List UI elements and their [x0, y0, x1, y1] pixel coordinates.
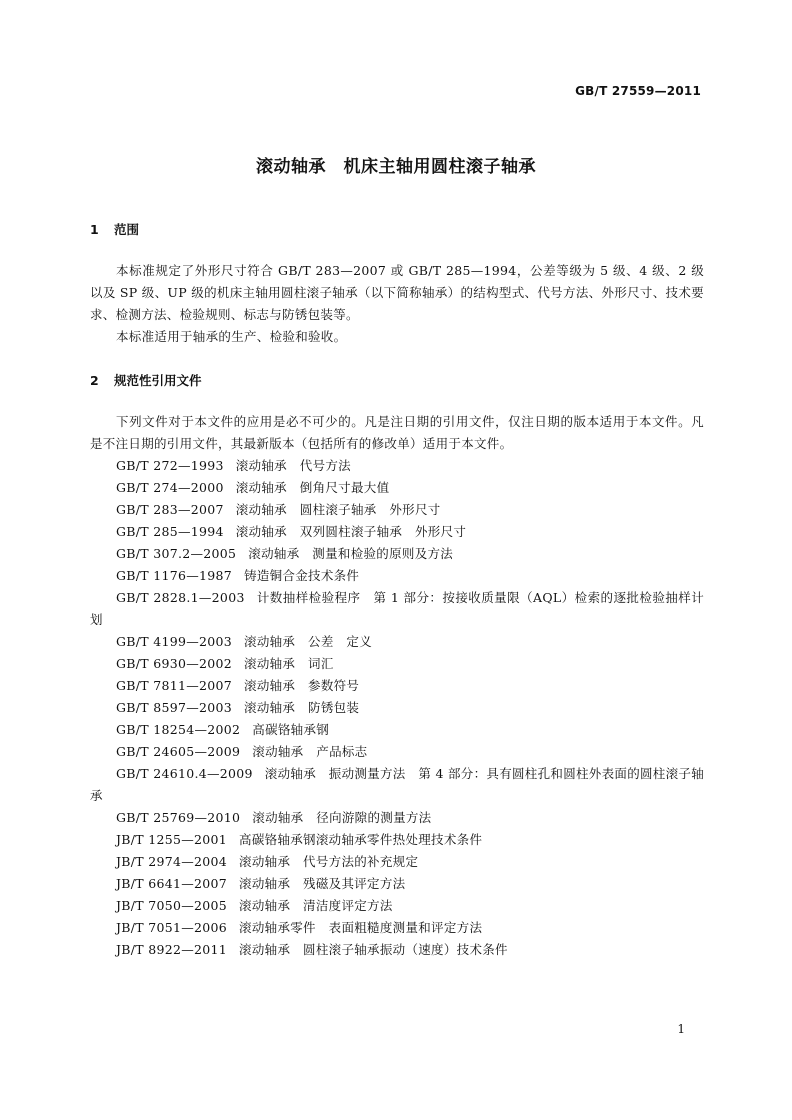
- reference-title: 高碳铬轴承钢: [252, 722, 330, 737]
- normative-references-list: [90, 455, 704, 961]
- page-number: 1: [677, 1022, 685, 1036]
- section-1-paragraph-2: 本标准适用于轴承的生产、检验和验收。: [116, 329, 347, 344]
- reference-item: [90, 587, 704, 631]
- reference-code: GB/T 285—1994: [116, 524, 224, 539]
- reference-item: [90, 543, 704, 565]
- reference-item: [90, 565, 704, 587]
- reference-code: JB/T 1255—2001: [116, 832, 228, 847]
- reference-item: [90, 807, 704, 829]
- reference-code: GB/T 272—1993: [116, 458, 224, 473]
- reference-item: [90, 851, 704, 873]
- section-title: 范围: [114, 222, 140, 237]
- reference-code: JB/T 2974—2004: [116, 854, 228, 869]
- reference-title: 滚动轴承 残磁及其评定方法: [239, 876, 406, 891]
- reference-code: GB/T 24605—2009: [116, 744, 241, 759]
- reference-title: 计数抽样检验程序 第 1 部分：按接收质量限（AQL）检索的逐批检验抽样计划: [90, 590, 705, 627]
- reference-item: [90, 477, 704, 499]
- reference-code: GB/T 307.2—2005: [116, 546, 237, 561]
- reference-title: 滚动轴承 公差 定义: [244, 634, 373, 649]
- reference-title: 滚动轴承 圆柱滚子轴承振动（速度）技术条件: [239, 942, 508, 957]
- section-2-paragraph-1: 下列文件对于本文件的应用是必不可少的。凡是注日期的引用文件，仅注日期的版本适用于本文件。凡是不注日期的引用文件，其最新版本（包括所有的修改单）适用于本文件。: [90, 414, 704, 451]
- reference-code: GB/T 1176—1987: [116, 568, 233, 583]
- reference-item: [90, 939, 704, 961]
- section-number: 1: [90, 222, 99, 237]
- reference-code: GB/T 2828.1—2003: [116, 590, 245, 605]
- reference-title: 滚动轴承 代号方法的补充规定: [239, 854, 419, 869]
- reference-code: GB/T 6930—2002: [116, 656, 233, 671]
- section-1-heading: [90, 220, 139, 238]
- reference-title: 滚动轴承 参数符号: [244, 678, 360, 693]
- reference-item: [90, 873, 704, 895]
- reference-code: JB/T 7050—2005: [116, 898, 228, 913]
- reference-code: GB/T 7811—2007: [116, 678, 233, 693]
- reference-title: 滚动轴承零件 表面粗糙度测量和评定方法: [239, 920, 483, 935]
- reference-title: 滚动轴承 双列圆柱滚子轴承 外形尺寸: [235, 524, 467, 539]
- reference-item: [90, 521, 704, 543]
- reference-title: 滚动轴承 径向游隙的测量方法: [252, 810, 432, 825]
- reference-title: 滚动轴承 倒角尺寸最大值: [235, 480, 390, 495]
- reference-title: 滚动轴承 产品标志: [252, 744, 368, 759]
- reference-title: 滚动轴承 代号方法: [235, 458, 351, 473]
- reference-item: [90, 829, 704, 851]
- reference-item: [90, 741, 704, 763]
- section-2-heading: [90, 371, 202, 389]
- reference-title: 滚动轴承 清洁度评定方法: [239, 898, 393, 913]
- reference-title: 滚动轴承 防锈包装: [244, 700, 360, 715]
- section-1-paragraph-1: 本标准规定了外形尺寸符合 GB/T 283—2007 或 GB/T 285—1994，公差等级为 5 级、4 级、2 级以及 SP 级、UP 级的机床主轴用圆柱滚子轴承（以下简称轴承）的结构型式、代号方法、外形尺寸、技术要求、检测方法、检验规则、标志与防锈包装等。: [90, 263, 704, 322]
- reference-code: GB/T 25769—2010: [116, 810, 241, 825]
- reference-title: 滚动轴承 词汇: [244, 656, 334, 671]
- reference-title: 滚动轴承 振动测量方法 第 4 部分：具有圆柱孔和圆柱外表面的圆柱滚子轴承: [90, 766, 704, 803]
- reference-code: GB/T 4199—2003: [116, 634, 233, 649]
- reference-code: GB/T 18254—2002: [116, 722, 241, 737]
- reference-item: [90, 653, 704, 675]
- reference-code: GB/T 24610.4—2009: [116, 766, 253, 781]
- reference-item: [90, 697, 704, 719]
- reference-code: JB/T 7051—2006: [116, 920, 228, 935]
- reference-code: GB/T 8597—2003: [116, 700, 233, 715]
- reference-item: [90, 763, 704, 807]
- reference-item: [90, 455, 704, 477]
- reference-code: JB/T 8922—2011: [116, 942, 228, 957]
- reference-item: [90, 675, 704, 697]
- reference-code: JB/T 6641—2007: [116, 876, 228, 891]
- reference-code: GB/T 274—2000: [116, 480, 224, 495]
- reference-item: [90, 917, 704, 939]
- reference-title: 滚动轴承 圆柱滚子轴承 外形尺寸: [235, 502, 441, 517]
- reference-item: [90, 631, 704, 653]
- document-title: 滚动轴承 机床主轴用圆柱滚子轴承: [256, 157, 536, 177]
- reference-item: [90, 895, 704, 917]
- reference-title: 滚动轴承 测量和检验的原则及方法: [248, 546, 454, 561]
- reference-item: [90, 499, 704, 521]
- reference-code: GB/T 283—2007: [116, 502, 224, 517]
- standard-code: GB/T 27559—2011: [575, 84, 701, 98]
- reference-title: 铸造铜合金技术条件: [244, 568, 360, 583]
- reference-title: 高碳铬轴承钢滚动轴承零件热处理技术条件: [239, 832, 483, 847]
- section-title: 规范性引用文件: [114, 373, 202, 388]
- section-number: 2: [90, 373, 99, 388]
- reference-item: [90, 719, 704, 741]
